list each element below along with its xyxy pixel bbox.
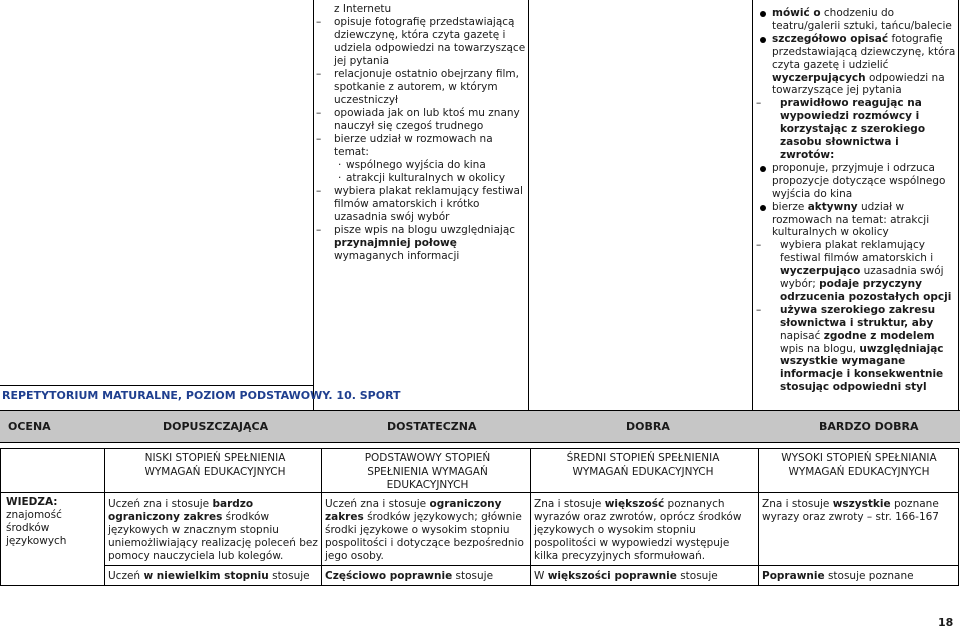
bullet-icon	[760, 205, 766, 211]
table-vline	[0, 448, 1, 586]
bullet-icon	[760, 166, 766, 172]
top-col-divider-1	[313, 0, 314, 410]
bullet-item: bierze aktywny udział w rozmowach na temat: atrakcji kulturalnych w okolicy	[756, 201, 956, 240]
wiedza-cell-bardzo-dobra: Zna i stosuje wszystkie poznane wyrazy oraz zwroty – str. 166-167	[762, 498, 939, 523]
sub-list-item: · atrakcji kulturalnych w okolicy	[338, 172, 506, 184]
bullet-icon	[760, 11, 766, 17]
header-dopuszczajaca: DOPUSZCZAJĄCA	[163, 420, 269, 433]
usage-cell-dostateczna: Częściowo poprawnie stosuje	[325, 570, 494, 582]
table-hline	[0, 448, 959, 449]
usage-cell-bardzo-dobra: Poprawnie stosuje poznane	[762, 570, 914, 582]
bullet-icon	[760, 37, 766, 43]
header-dobra: DOBRA	[626, 420, 670, 433]
top-col-divider-3	[752, 0, 753, 410]
wiedza-cell-dobra: Zna i stosuje większość poznanych wyrazów oraz zwrotów, oprócz środków językowych o wysokim stopniu pospolitości w wypowiedzi występuje kilka precyzyjnych sformułowań.	[534, 498, 742, 562]
list-item: – bierze udział w rozmowach na temat:	[316, 133, 493, 158]
table-hline	[104, 565, 959, 566]
grade-header-bar	[0, 410, 960, 443]
list-item: – używa szerokiego zakresu słownictwa i struktur, aby napisać zgodne z modelem wpis na blogu, uwzględniając wszystkie wymagane informacje i konsekwentnie stosując odpowiedni styl	[756, 303, 944, 394]
usage-cell-dopuszczajaca: Uczeń w niewielkim stopniu stosuje	[108, 570, 310, 582]
level-header-sredni: ŚREDNI STOPIEŃ SPEŁNIENIA WYMAGAŃ EDUKACYJNYCH	[566, 452, 720, 478]
sub-list-item: · wspólnego wyjścia do kina	[338, 159, 486, 171]
wiedza-cell-dopuszczajaca: Uczeń zna i stosuje bardzo ograniczony zakres środków językowych w znacznym stopniu uniemożliwiający realizację poleceń bez pomocy nauczyciela lub kolegów.	[108, 498, 318, 562]
continuation-text: z Internetu	[334, 3, 392, 15]
list-item: – relacjonuje ostatnio obejrzany film, spotkanie z autorem, w którym uczestniczył	[316, 68, 519, 106]
top-col-divider-4	[958, 0, 959, 410]
list-item: – opowiada jak on lub ktoś mu znany nauczył się czegoś trudnego	[316, 107, 520, 132]
top-col-divider-2	[528, 0, 529, 410]
header-dostateczna: DOSTATECZNA	[387, 420, 477, 433]
header-ocena: OCENA	[8, 420, 51, 433]
list-item: – wybiera plakat reklamujący festiwal filmów amatorskich i wyczerpująco uzasadnia swój wybór; podaje przyczyny odrzucenia pozostałych opcji	[756, 239, 952, 303]
list-item: – opisuje fotografię przedstawiającą dziewczynę, która czyta gazetę i udziela odpowiedzi na towarzyszące jej pytania	[316, 16, 526, 67]
table-hline	[0, 585, 959, 586]
wiedza-cell-dostateczna: Uczeń zna i stosuje ograniczony zakres środków językowych; głównie środki językowe o wysokim stopniu pospolitości i dotyczące bezpośrednio jego osoby.	[325, 498, 524, 562]
list-item: – wybiera plakat reklamujący festiwal filmów amatorskich i krótko uzasadnia swój wybór	[316, 185, 523, 223]
header-bardzo-dobra: BARDZO DOBRA	[819, 420, 919, 433]
bullet-item: mówić o chodzeniu do teatru/galerii sztuki, tańcu/balecie	[756, 7, 956, 33]
top-row-bottom-line	[0, 385, 314, 386]
col-dostateczna	[316, 3, 526, 263]
list-item: – pisze wpis na blogu uwzględniając przynajmniej połowę wymaganych informacji	[316, 224, 516, 262]
bullet-item: proponuje, przyjmuje i odrzuca propozycje dotyczące wspólnego wyjścia do kina	[756, 162, 956, 201]
level-header-podstawowy: PODSTAWOWY STOPIEŃ SPEŁNIENIA WYMAGAŃ EDUKACYJNYCH	[364, 452, 491, 491]
col-bardzo-dobra	[756, 7, 956, 394]
usage-cell-dobra: W większości poprawnie stosuje	[534, 570, 718, 582]
section-label: REPETYTORIUM MATURALNE, POZIOM PODSTAWOWY. 10. SPORT	[2, 389, 401, 402]
list-item: – prawidłowo reagując na wypowiedzi rozmówcy i korzystając z szerokiego zasobu słownictwa i zwrotów:	[756, 97, 926, 161]
level-header-wysoki: WYSOKI STOPIEŃ SPEŁNIANIA WYMAGAŃ EDUKACYJNYCH	[781, 452, 937, 478]
row-label-wiedza: WIEDZA: znajomość środków językowych	[6, 496, 67, 547]
page-number: 18	[938, 616, 954, 629]
bullet-item: szczegółowo opisać fotografię przedstawiającą dziewczynę, która czyta gazetę i udzielić wyczerpujących odpowiedzi na towarzyszące jej pytania	[756, 33, 956, 98]
level-header-niski: NISKI STOPIEŃ SPEŁNIENIA WYMAGAŃ EDUKACYJNYCH	[144, 452, 286, 478]
